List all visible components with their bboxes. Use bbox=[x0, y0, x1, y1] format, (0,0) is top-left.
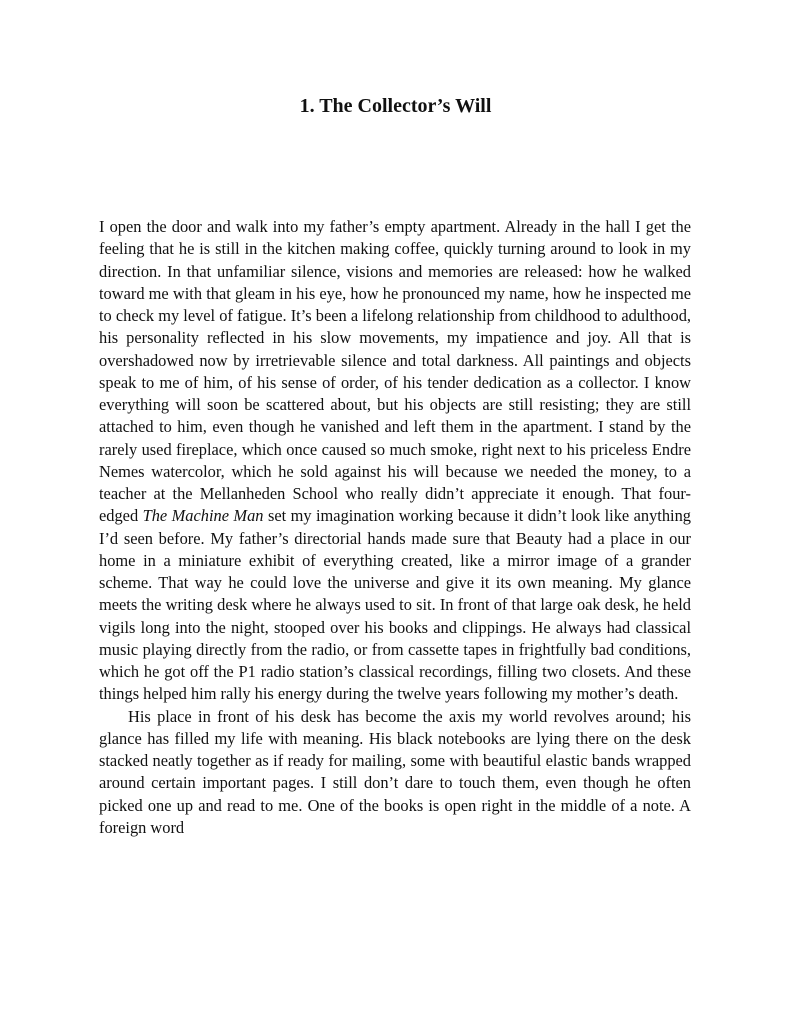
paragraph-2: His place in front of his desk has become the axis my world revolves around; his glance has filled my life with meaning. His black notebooks are lying there on the desk stacked neatly together as if ready for mailing, some with beautiful elastic bands wrapped around certain important pages. I still don’t dare to touch them, even though he often picked one up and read to me. One of the books is open right in the middle of a note. A foreign word bbox=[99, 706, 691, 837]
chapter-body bbox=[99, 216, 691, 839]
paragraph-1 bbox=[99, 216, 691, 706]
artwork-title: The Machine Man bbox=[142, 506, 264, 526]
chapter-title: 1. The Collector’s Will bbox=[299, 95, 492, 117]
paragraph-1-text-a: I open the door and walk into my father’s empty apartment. Already in the hall I get the feeling that he is still in the kitchen making coffee, quickly turning around to look in my direction. In that unfamiliar silence, visions and memories are released: how he walked toward me with that gleam in his eye, how he pronounced my name, how he inspected me to check my level of fatigue. It’s been a lifelong relationship from childhood to adulthood, his personality reflected in his slow movements, my impatience and joy. All that is overshadowed now by irretrievable silence and total darkness. All paintings and objects speak to me of him, of his sense of order, of his tender dedication as a collector. I know everything will soon be scattered about, but his objects are still resisting; they are still attached to him, even though he vanished and left them in the apartment. I stand by the rarely used fireplace, which once caused so much smoke, right next to his priceless Endre Nemes watercolor, which he sold against his will because we needed the money, to a teacher at the Mellanheden School who really didn’t appreciate it enough. That four-edged bbox=[99, 217, 691, 526]
paragraph-1-text-b: set my imagination working because it didn’t look like anything I’d seen before. My father’s directorial hands made sure that Beauty had a place in our home in a miniature exhibit of everything created, like a mirror image of a grander scheme. That way he could love the universe and give it its own meaning. My glance meets the writing desk where he always used to sit. In front of that large oak desk, he held vigils long into the night, stooped over his books and clippings. He always had classical music playing directly from the radio, or from cassette tapes in frightfully bad conditions, which he got off the P1 radio station’s classical recordings, filling two closets. And these things helped him rally his energy during the twelve years following my mother’s death. bbox=[99, 506, 692, 704]
